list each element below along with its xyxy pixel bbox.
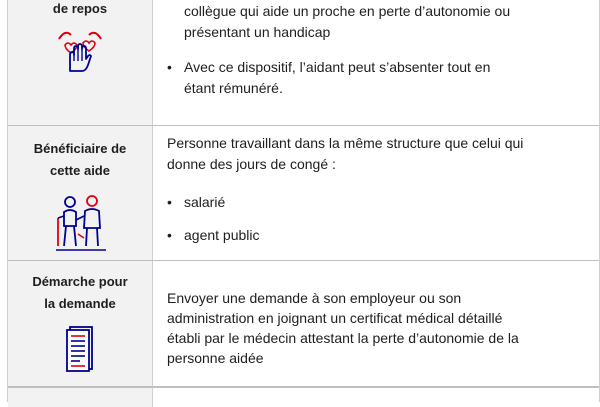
document-icon — [66, 326, 94, 372]
row-content — [153, 261, 599, 386]
intro-line: Personne travaillant dans la même structure que celui qui — [167, 135, 524, 151]
table-row — [8, 261, 599, 387]
text-line: établi par le médecin attestant la perte d’autonomie de la — [167, 330, 519, 346]
info-table — [7, 0, 600, 402]
text-line: administration en joignant un certificat médical détaillé — [167, 310, 503, 326]
text-line: personne aidée — [167, 350, 264, 366]
intro-line: donne des jours de congé : — [167, 156, 336, 172]
row-content — [153, 388, 599, 407]
row-header — [8, 261, 153, 386]
row-header — [8, 126, 153, 260]
text-line: Envoyer une demande à son employeur ou son — [167, 290, 462, 306]
row-title: Bénéficiaire de cette aide — [33, 141, 127, 178]
table-row — [8, 387, 599, 407]
table-row — [8, 0, 599, 126]
row-title: Démarche pour la demande — [32, 274, 128, 311]
table-row — [8, 126, 599, 261]
row-header — [8, 0, 153, 125]
row-title: de repos — [52, 1, 108, 16]
row-content: Personne travaillant dans la même structure que celui qui donne des jours de congé : • salarié • agent public — [167, 135, 524, 243]
caregiver-elderly-icon — [54, 194, 108, 252]
row-content: collègue qui aide un proche en perte d’autonomie ou présentant un handicap • Avec ce dispositif, l’aidant peut s’absenter tout en étant rémunéré. — [167, 3, 511, 96]
row-header — [8, 388, 153, 407]
hand-heart-icon — [55, 25, 105, 73]
